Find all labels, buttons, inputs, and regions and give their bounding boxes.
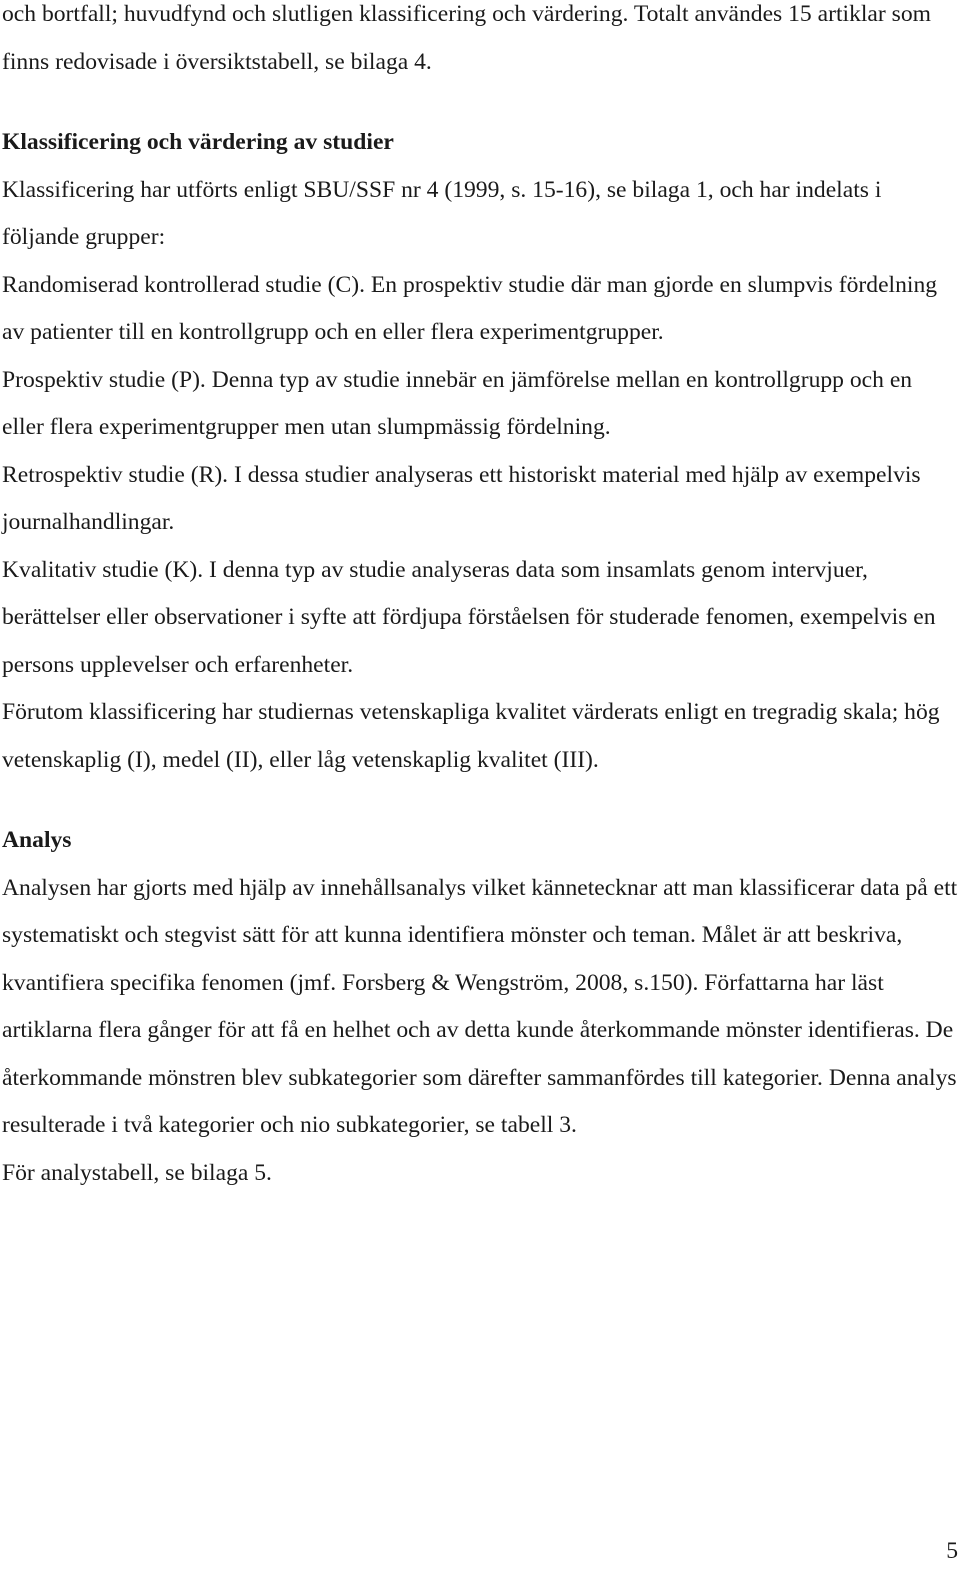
analysis-heading: Analys (2, 827, 72, 853)
retrospective-definition: Retrospektiv studie (R). I dessa studier analyseras ett historiskt material med hjälp av exempelvis journalhandlingar. (2, 461, 921, 535)
quality-assessment: Förutom klassificering har studiernas vetenskapliga kvalitet värderats enligt en tregradig skala; hög vetenskaplig (I), medel (II), eller låg vetenskaplig kvalitet (III). (2, 699, 940, 773)
analysis-body: Analysen har gjorts med hjälp av innehållsanalys vilket kännetecknar att man klassificerar data på ett systematiskt och stegvist sätt för att kunna identifiera mönster och teman. Målet är att beskriva, kvantifiera specifika fenomen (jmf. Forsberg & Wengström, 2008, s.150). Författarna har läst artiklarna flera gånger för att få en helhet och av detta kunde återkommande mönster identifieras. De återkommande mönstren blev subkategorier som därefter sammanfördes till kategorier. Denna analys resulterade i två kategorier och nio subkategorier, se tabell 3. (2, 874, 958, 1138)
analysis-reference: För analystabell, se bilaga 5. (2, 1159, 272, 1186)
classification-intro: Klassificering har utförts enligt SBU/SSF nr 4 (1999, s. 15-16), se bilaga 1, och har indelats i följande grupper: (2, 176, 882, 250)
classification-heading: Klassificering och värdering av studier (2, 129, 394, 155)
page-number: 5 (946, 1538, 958, 1564)
intro-paragraph: och bortfall; huvudfynd och slutligen klassificering och värdering. Totalt användes 15 artiklar som finns redovisade i översiktstabell, se bilaga 4. (2, 1, 931, 75)
qualitative-definition: Kvalitativ studie (K). I denna typ av studie analyseras data som insamlats genom intervjuer, berättelser eller observationer i syfte att fördjupa förståelsen för studerade fenomen, exempelvis en persons upplevelser och erfarenheter. (2, 556, 936, 678)
section-spacer (2, 784, 958, 817)
rct-definition: Randomiserad kontrollerad studie (C). En prospektiv studie där man gjorde en slumpvis fördelning av patienter till en kontrollgrupp och en eller flera experimentgrupper. (2, 271, 938, 345)
prospective-definition: Prospektiv studie (P). Denna typ av studie innebär en jämförelse mellan en kontrollgrupp och en eller flera experimentgrupper men utan slumpmässig fördelning. (2, 366, 913, 440)
section-spacer (2, 86, 958, 119)
document-body (2, 0, 958, 1197)
